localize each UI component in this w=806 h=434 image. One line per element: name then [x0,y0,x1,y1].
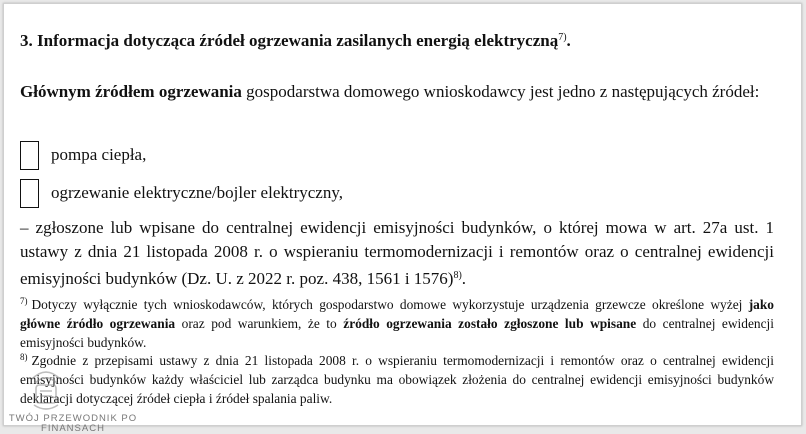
option-label: pompa ciepła, [51,145,147,164]
registry-paragraph: – zgłoszone lub wpisane do centralnej ewidencji emisyjności budynków, o której mowa w art. 27a ust. 1 ustawy z dnia 21 listopada 2008 r. o wspieraniu termomodernizacji i remontów oraz o centralnej ewidencji emisyjności budynków (Dz. U. z 2022 r. poz. 438, 1561 i 1576)$^{8)}$. [20,218,774,288]
intro-bold: Głównym źródłem ogrzewania [20,82,242,101]
section-heading: 3. Informacja dotycząca źródeł ogrzewania zasilanych energią elektryczną$^{7)}$. [20,31,571,50]
footnote-7: $^{7)}$ Dotyczy wyłącznie tych wnioskodawców, których gospodarstwo domowe wykorzystuje urządzenia grzewcze określone wyżej jako główne źródło ogrzewania oraz pod warunkiem, że to źródło ogrzewania zostało zgłoszone lub wpisane do centralnej ewidencji emisyjności budynków. [20,296,774,350]
document-page [3,3,802,434]
checkbox-electric-heating[interactable] [20,179,39,208]
option-label: ogrzewanie elektryczne/bojler elektryczny, [51,183,343,202]
intro-rest: gospodarstwa domowego wnioskodawcy jest jedno z następujących źródeł: [241,82,760,101]
watermark-text: TWÓJ PRZEWODNIK PO FINANSACH [8,413,138,434]
checkbox-heat-pump[interactable] [20,141,39,170]
footnote-number: 7) [20,296,28,306]
footnote-8: $^{8)}$ Zgodnie z przepisami ustawy z dnia 21 listopada 2008 r. o wspieraniu termomodernizacji i remontów oraz o centralnej ewidencji emisyjności budynków każdy właściciel lub zarządca budynku ma obowiązek złożenia do centralnej ewidencji emisyjności budynków deklaracji dotyczącej źródeł ciepła i źródeł spalania paliw. [20,352,774,406]
footnote-number: 8) [20,352,28,362]
footnote-ref-7: 7) [558,32,567,43]
footnote-ref-8: 8) [453,270,462,281]
option-electric-heating[interactable] [20,178,343,208]
option-heat-pump[interactable] [20,140,146,170]
watermark-logo-icon [26,361,66,413]
intro-paragraph [20,80,774,104]
